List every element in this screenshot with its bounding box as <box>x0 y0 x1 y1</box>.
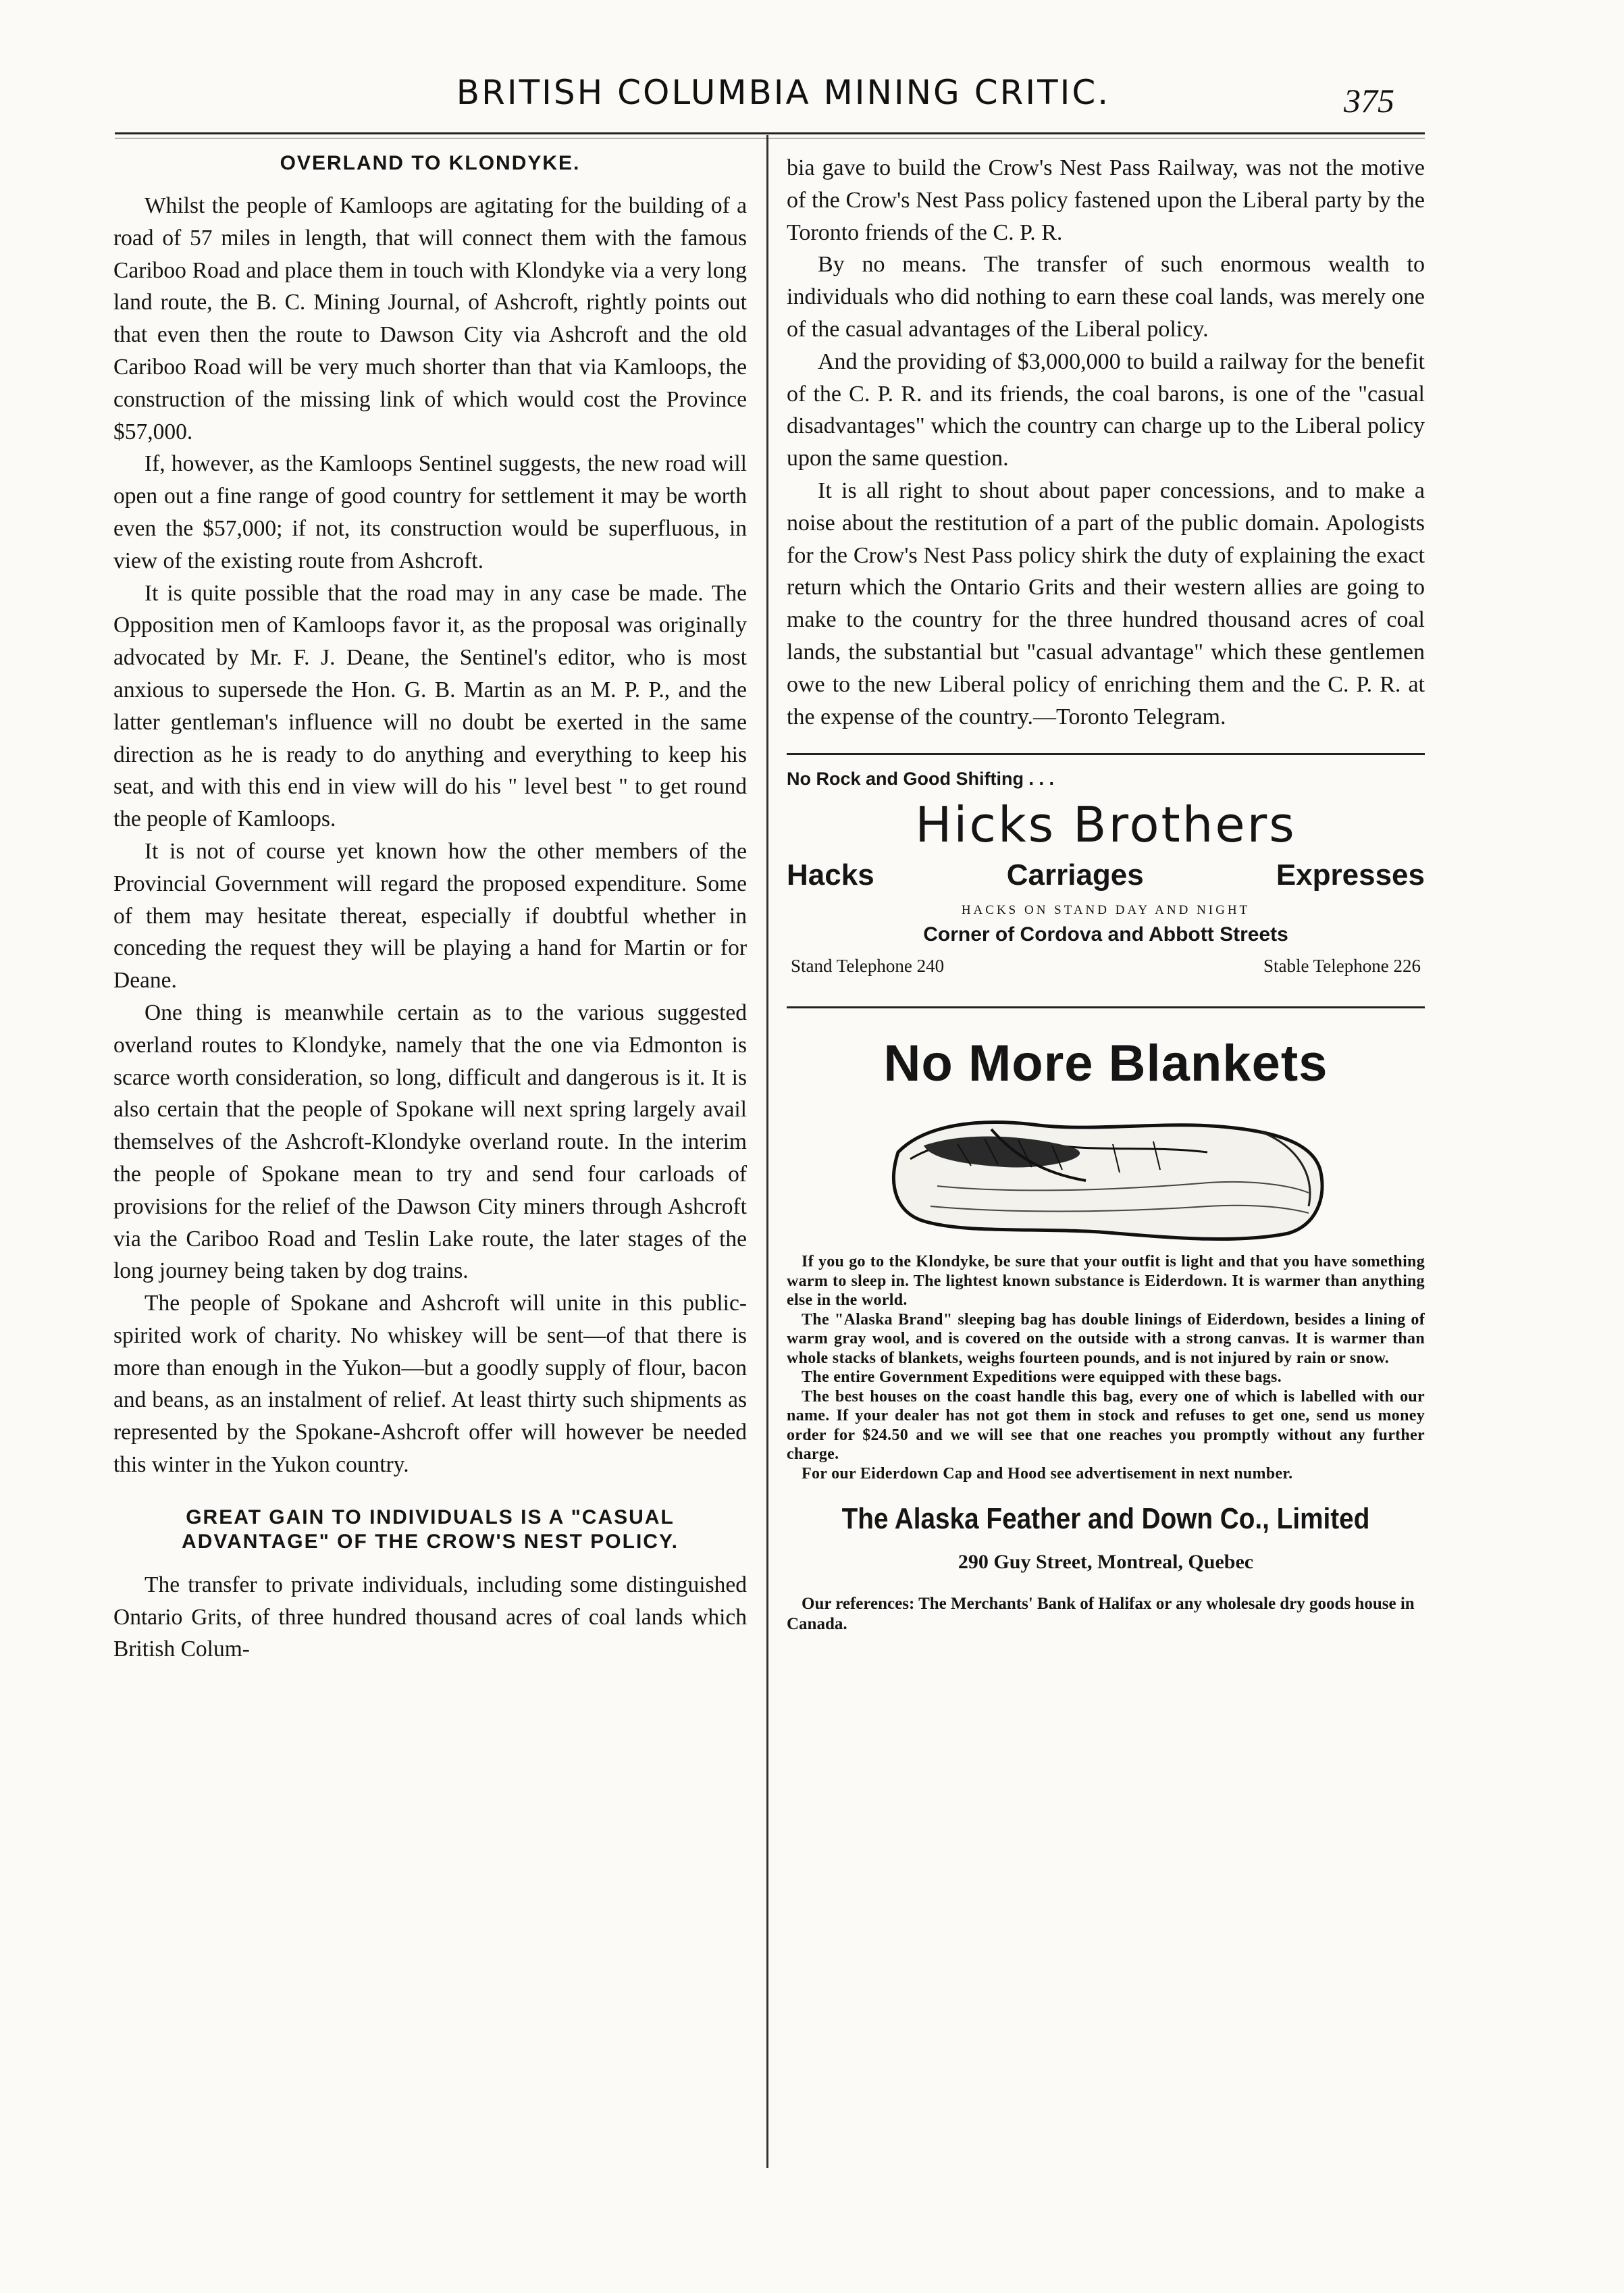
ad-paragraph: The entire Government Expeditions were equipped with these bags. <box>802 1368 1282 1387</box>
ad-hours: HACKS ON STAND DAY AND NIGHT <box>961 903 1251 918</box>
title-line: ADVANTAGE" OF THE CROW'S NEST POLICY. <box>182 1530 679 1553</box>
ad-body-text <box>787 1252 1425 1483</box>
ad-alaska-feather <box>787 1034 1425 1634</box>
ad-address: Corner of Cordova and Abbott Streets <box>923 923 1288 946</box>
paragraph: It is not of course yet known how the other members of the Provincial Government will regard the proposed expenditure. Some of them may hesitate thereat, especially if doubtful whether in conceding the request they will be playing a hand for Martin or for Deane. <box>113 838 747 994</box>
title-line: GREAT GAIN TO INDIVIDUALS IS A "CASUAL <box>186 1505 675 1528</box>
left-column <box>113 152 747 1666</box>
ad-services <box>787 858 1425 892</box>
ad-paragraph: The best houses on the coast handle this bag, every one of which is labelled with our name. If your dealer has not got them in stock and refuses to get one, send us money order for $24.50 and we will see that one reaches you promptly without any further charge. <box>787 1387 1425 1464</box>
paragraph: And the providing of $3,000,000 to build a railway for the benefit of the C. P. R. and its friends, the coal barons, is one of the "casual disadvantages" which the country can charge up to the Liberal policy upon the same question. <box>787 349 1425 471</box>
ad-references: Our references: The Merchants' Bank of Halifax or any wholesale dry goods house in Canada. <box>787 1595 1415 1634</box>
ad-phones <box>787 956 1425 977</box>
divider <box>787 1006 1425 1008</box>
paragraph: It is quite possible that the road may in any case be made. The Opposition men of Kamloops favor it, as the proposal was originally advocated by Mr. F. J. Deane, the Sentinel's editor, who is most anxious to supersede the Hon. G. B. Martin as an M. P. P., and the latter gentleman's influence will no doubt be exerted in the same direction as he is ready to do anything and everything to keep his seat, and with this end in view will do his " level best " to get round the people of Kamloops. <box>113 580 747 832</box>
page-number: 375 <box>1344 82 1394 120</box>
ad-company-name: The Alaska Feather and Down Co., Limited <box>841 1502 1370 1536</box>
paragraph: If, however, as the Kamloops Sentinel suggests, the new road will open out a fine range of good country for settlement it may be worth even the $57,000; if not, its construction would be superfluous, in view of the existing route from Ashcroft. <box>113 451 747 573</box>
paragraph: It is all right to shout about paper concessions, and to make a noise about the restitution of a part of the public domain. Apologists for the Crow's Nest Pass policy shirk the duty of explaining the exact return which the Ontario Grits and their western allies are going to make to the country for the three hundred thousand acres of coal lands, the substantial but "casual advantage" which these gentlemen owe to the new Liberal policy of enriching them and the C. P. R. at the expense of the country.—Toronto Telegram. <box>787 478 1425 729</box>
stand-phone: Stand Telephone 240 <box>791 956 945 977</box>
running-title: BRITISH COLUMBIA MINING CRITIC. <box>456 73 1111 112</box>
paragraph: One thing is meanwhile certain as to the various suggested overland routes to Klondyke, namely that the one via Edmonton is scarce worth consideration, so long, difficult and dangerous is it. It is also certain that the people of Spokane will next spring largely avail themselves of the Ashcroft-Klondyke overland route. In the interim the people of Spokane mean to try and send four carloads of provisions for the relief of the Dawson City miners through Ashcroft via the Cariboo Road and Teslin Lake route, the later stages of the long journey being taken by dog trains. <box>113 1000 747 1284</box>
ad-hicks-brothers <box>787 769 1425 977</box>
ad-paragraph: If you go to the Klondyke, be sure that your outfit is light and that you have something warm to sleep in. The lightest known substance is Eiderdown. It is warmer than anything else in the world. <box>787 1253 1425 1310</box>
paragraph: The people of Spokane and Ashcroft will unite in this public-spirited work of charity. No whiskey will be sent—of that there is more than enough in the Yukon—but a goodly supply of flour, bacon and beans, as an instalment of relief. At least thirty such shipments as represented by the Spokane-Ashcroft offer will however be needed this winter in the Yukon country. <box>113 1291 747 1478</box>
ad-headline: No More Blankets <box>883 1035 1328 1093</box>
paragraph: Whilst the people of Kamloops are agitating for the building of a road of 57 miles in length, that will connect them with the famous Cariboo Road and place them in touch with Klondyke via a very long land route, the B. C. Mining Journal, of Ashcroft, rightly points out that even then the route to Dawson City via Ashcroft and the old Cariboo Road will be very much shorter than that via Kamloops, the construction of the missing link of which would cost the Province $57,000. <box>113 193 747 444</box>
service-item: Hacks <box>787 858 874 892</box>
article-body-crows-nest-start <box>113 1569 747 1666</box>
ad-slogan: No Rock and Good Shifting . . . <box>787 769 1054 790</box>
article-body-overland <box>113 190 747 1481</box>
sleeping-bag-illustration <box>883 1105 1329 1247</box>
header-rule <box>115 132 1425 138</box>
divider <box>787 753 1425 755</box>
article-title-overland: OVERLAND TO KLONDYKE. <box>280 152 581 174</box>
column-divider <box>766 135 768 2168</box>
article-body-crows-nest-continued <box>787 152 1425 733</box>
right-column <box>787 152 1425 1634</box>
stable-phone: Stable Telephone 226 <box>1263 956 1421 977</box>
paragraph: The transfer to private individuals, including some distinguished Ontario Grits, of three hundred thousand acres of coal lands which British Colum- <box>113 1572 747 1662</box>
paragraph: bia gave to build the Crow's Nest Pass Railway, was not the motive of the Crow's Nest Pass policy fastened upon the Liberal party by the Toronto friends of the C. P. R. <box>787 155 1425 245</box>
service-item: Carriages <box>1006 858 1144 892</box>
ad-paragraph: For our Eiderdown Cap and Hood see advertisement in next number. <box>802 1464 1293 1483</box>
paragraph: By no means. The transfer of such enormous wealth to individuals who did nothing to earn these coal lands, was merely one of the casual advantages of the Liberal policy. <box>787 252 1425 342</box>
ad-business-name: Hicks Brothers <box>915 796 1296 854</box>
article-title-crows-nest <box>113 1505 747 1554</box>
ad-company-address: 290 Guy Street, Montreal, Quebec <box>958 1551 1254 1574</box>
ad-paragraph: The "Alaska Brand" sleeping bag has double linings of Eiderdown, besides a lining of warm gray wool, and is covered on the outside with a strong canvas. It is warmer than whole stacks of blankets, weighs fourteen pounds, and is not injured by rain or snow. <box>787 1310 1425 1367</box>
service-item: Expresses <box>1276 858 1425 892</box>
